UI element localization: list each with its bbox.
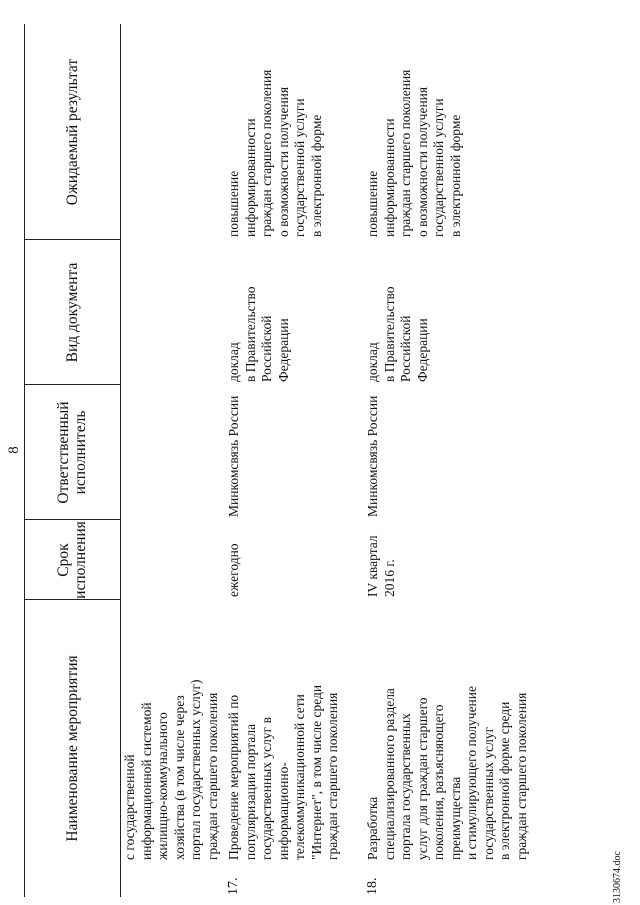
- row-18-name: Разработка специализированного раздела портала государственных услуг для граждан старшего поколения, разъясняющего преимущества и стимулирующего получение государственных услуг в электронной форме среди граждан старшего поколения: [365, 685, 529, 860]
- header-doctype: Вид документа: [63, 262, 81, 363]
- header-result: Ожидаемый результат: [63, 58, 81, 206]
- header-deadline: Срок исполнения: [55, 521, 89, 599]
- row-17-executor: Минкомсвязь России: [226, 395, 241, 517]
- row-18-executor: Минкомсвязь России: [365, 395, 380, 517]
- row-18-deadline: IV квартал 2016 г.: [365, 535, 397, 597]
- page-number: 8: [6, 446, 22, 454]
- doc-reference: 3130674.doc: [612, 851, 623, 903]
- row-continuation-name: с государственной информационной системой жилищно-коммунального хозяйства (в том числе через портал государственных услуг) граждан старшего поколения: [122, 679, 220, 860]
- row-17-deadline: ежегодно: [226, 543, 241, 597]
- header-name: Наименование мероприятия: [63, 655, 81, 842]
- row-number: 18.: [365, 877, 380, 895]
- header-executor: Ответственный исполнитель: [55, 401, 89, 504]
- row-17-result: повышение информированности граждан старшего поколения о возможности получения государственной услуги в электронной форме: [226, 69, 324, 237]
- row-18-result: повышение информированности граждан старшего поколения о возможности получения государственной услуги в электронной форме: [365, 69, 463, 237]
- row-17-name: Проведение мероприятий по популяризации портала государственных услуг в информационно- телекоммуникационной сети "Интернет", в том числе среди граждан старшего поколения: [226, 684, 340, 860]
- row-18-doctype: доклад в Правительство Российской Федерации: [365, 286, 430, 382]
- row-17-doctype: доклад в Правительство Российской Федерации: [226, 286, 291, 382]
- header-bottom-rule: [120, 24, 121, 897]
- row-number: 17.: [226, 877, 241, 895]
